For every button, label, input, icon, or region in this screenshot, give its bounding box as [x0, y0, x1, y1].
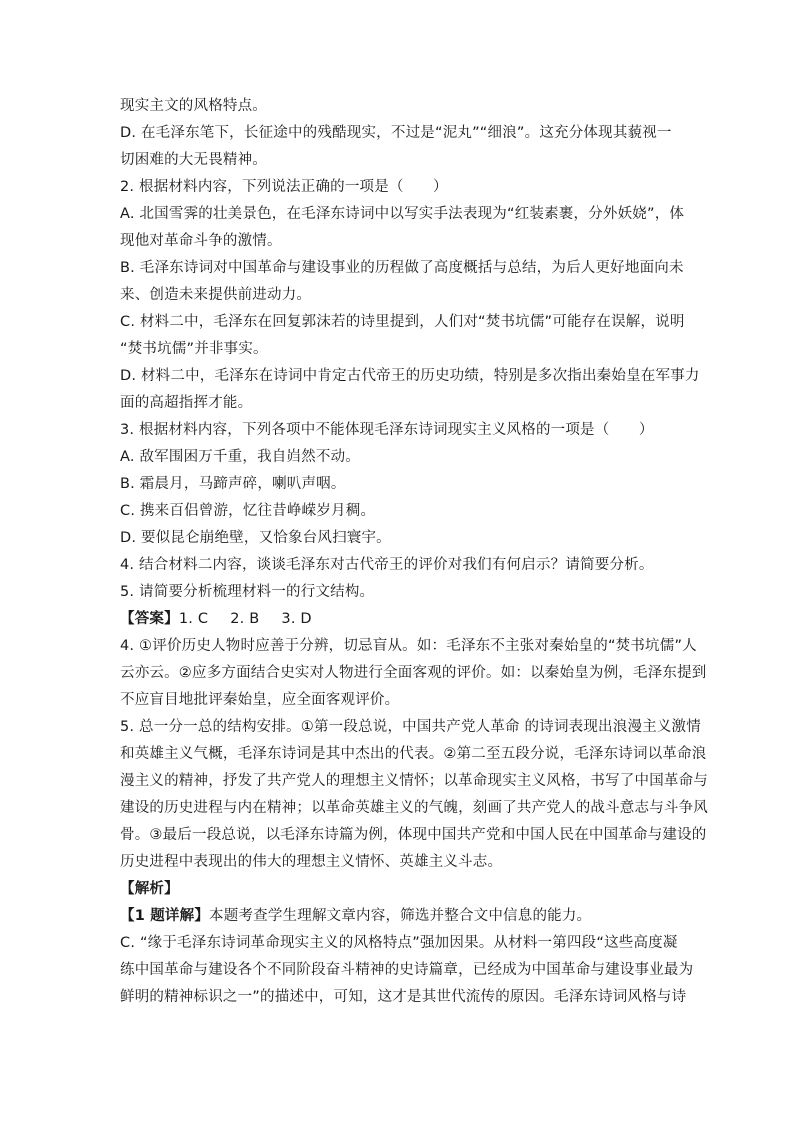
question-5: 5. 请简要分析梳理材料一的行文结构。: [120, 584, 375, 600]
answer-2: 2. B: [230, 611, 260, 627]
text-line: “焚书坑儒”并非事实。: [120, 341, 268, 357]
answer-4-text: 4. ①评价历史人物时应善于分辨，切忌盲从。如：毛泽东不主张对秦始皇的“焚书坑儒”人: [120, 638, 697, 654]
text-line: 云亦云。②应多方面结合史实对人物进行全面客观的评价。如：以秦始皇为例，毛泽东提到: [120, 665, 707, 681]
text-line: 现实主文的风格特点。: [120, 98, 267, 114]
analysis-label: 【解析】: [120, 881, 179, 897]
document-page: [120, 93, 708, 1011]
text-line: 和英雄主义气概，毛泽东诗词是其中杰出的代表。②第二至五段分说，毛泽东诗词以革命浪: [120, 746, 707, 762]
text-line: C. “缘于毛泽东诗词革命现实主义的风格特点”强加因果。从材料一第四段“这些高度凝: [120, 935, 678, 951]
answer-3: 3. D: [281, 611, 312, 627]
text-line: 面的高超指挥才能。: [120, 395, 253, 411]
text-line: 骨。③最后一段总说，以毛泽东诗篇为例，体现中国共产党和中国人民在中国革命与建设的: [120, 827, 707, 843]
detail-label: 【1 题详解】: [120, 908, 210, 924]
option-d: D. 要似昆仑崩绝壁，又恰象台风扫寰宇。: [120, 530, 391, 546]
question-3: 3. 根据材料内容，下列各项中不能体现毛泽东诗词现实主义风格的一项是（ ）: [120, 422, 654, 438]
text-line: 建设的历史进程与内在精神；以革命英雄主义的气魄，刻画了共产党人的战斗意志与斗争风: [120, 800, 708, 816]
question-2: 2. 根据材料内容，下列说法正确的一项是（ ）: [120, 179, 448, 195]
text-line: 现他对革命斗争的激情。: [120, 233, 282, 249]
option-c: C. 携来百侣曾游，忆往昔峥嵘岁月稠。: [120, 503, 376, 519]
text-line: D. 在毛泽东笔下，长征途中的残酷现实，不过是“泥丸”“细浪”。这充分体现其藐视一: [120, 125, 672, 141]
question-4: 4. 结合材料二内容，谈谈毛泽东对古代帝王的评价对我们有何启示？请简要分析。: [120, 557, 654, 573]
answer-line: [120, 606, 660, 633]
option-d: D. 材料二中，毛泽东在诗词中肯定古代帝王的历史功绩，特别是多次指出秦始皇在军事力: [120, 368, 700, 384]
text-line: 不应盲目地批评秦始皇，应全面客观评价。: [120, 692, 400, 708]
option-a: A. 敌军围困万千重，我自岿然不动。: [120, 449, 360, 465]
text-line: 漫主义的精神，抒发了共产党人的理想主义情怀；以革命现实主义风格，书写了中国革命与: [120, 773, 708, 789]
answer-label: 【答案】: [120, 611, 179, 627]
text-line: 鲜明的精神标识之一”的描述中，可知，这才是其世代流传的原因。毛泽东诗词风格与诗: [120, 989, 687, 1005]
text-line: 历史进程中表现出的伟大的理想主义情怀、英雄主义斗志。: [120, 854, 503, 870]
detail-line: [120, 903, 660, 930]
answer-1: 1. C: [178, 611, 209, 627]
option-b: B. 毛泽东诗词对中国革命与建设事业的历程做了高度概括与总结，为后人更好地面向未: [120, 260, 684, 276]
text-line: 来、创造未来提供前进动力。: [120, 287, 312, 303]
option-a: A. 北国雪霁的壮美景色，在毛泽东诗词中以写实手法表现为“红装素裹，分外妖娆”，体: [120, 206, 685, 222]
text-line: 练中国革命与建设各个不同阶段奋斗精神的史诗篇章，已经成为中国革命与建设事业最为: [120, 962, 694, 978]
text-line: 切困难的大无畏精神。: [120, 152, 267, 168]
detail-text: 本题考查学生理解文章内容，筛选并整合文中信息的能力。: [209, 908, 592, 924]
option-c: C. 材料二中，毛泽东在回复郭沫若的诗里提到，人们对“焚书坑儒”可能存在误解，说明: [120, 314, 685, 330]
option-b: B. 霜晨月，马蹄声碎，喇叭声咽。: [120, 476, 346, 492]
answer-5-text: 5. 总一分一总的结构安排。①第一段总说，中国共产党人革命 的诗词表现出浪漫主义激情: [120, 719, 701, 735]
